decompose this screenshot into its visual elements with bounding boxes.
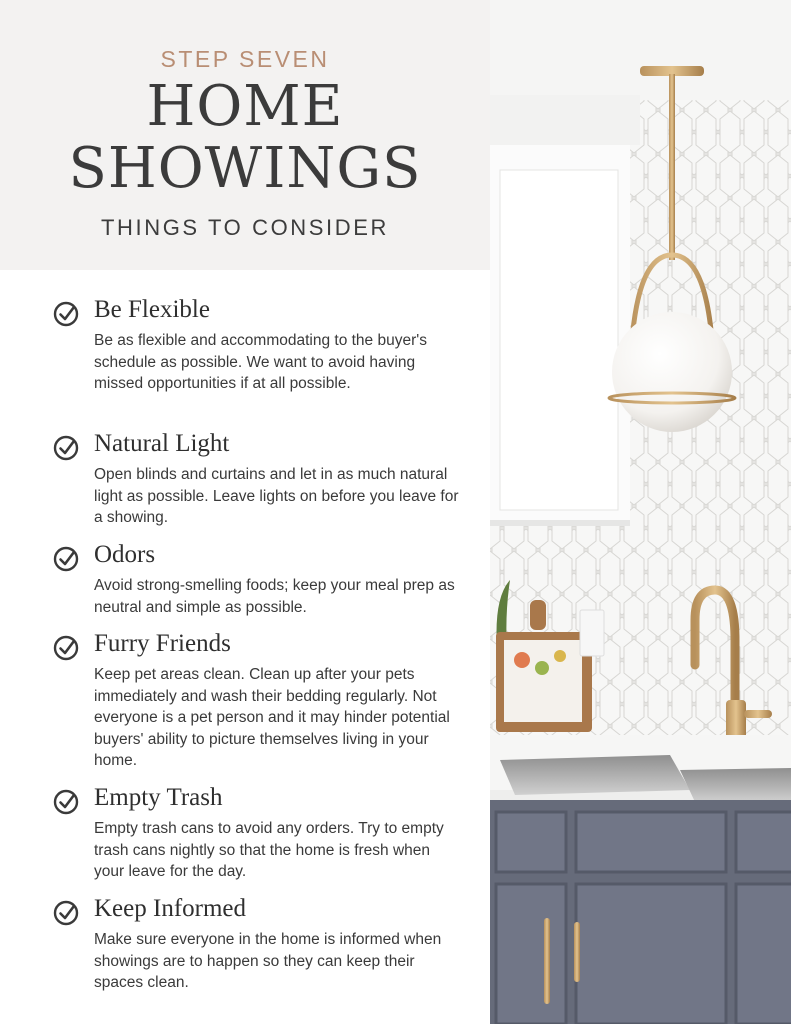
tip-title: Natural Light — [94, 430, 230, 457]
kitchen-photo — [490, 0, 791, 1024]
check-circle-icon — [53, 301, 79, 327]
check-circle-icon — [53, 435, 79, 461]
check-circle-icon — [53, 789, 79, 815]
tip-title: Furry Friends — [94, 630, 231, 657]
tip-body: Make sure everyone in the home is informed when showings are to happen so they can keep their spaces clean. — [94, 931, 442, 991]
title-line-2: SHOWINGS — [68, 136, 422, 201]
tip-body: Keep pet areas clean. Clean up after your pets immediately and wash their bedding regularly. Not everyone is a pet person and it may hinder potential buyers' ability to picture themselves living in your home. — [94, 666, 450, 769]
tip-title: Odors — [94, 541, 156, 568]
check-circle-icon — [53, 900, 79, 926]
tip-title: Empty Trash — [94, 784, 223, 811]
page-title — [0, 76, 490, 200]
tip-body: Empty trash cans to avoid any orders. Try to empty trash cans nightly so that the home is fresh when your leave for the day. — [94, 820, 444, 880]
check-circle-icon — [53, 635, 79, 661]
header-panel — [0, 0, 490, 270]
tip-title: Be Flexible — [94, 296, 210, 323]
tip-title: Keep Informed — [94, 895, 247, 922]
page-subtitle: THINGS TO CONSIDER — [100, 215, 390, 240]
title-line-1: HOME — [146, 74, 344, 139]
tip-body: Avoid strong-smelling foods; keep your meal prep as neutral and simple as possible. — [94, 577, 455, 616]
step-label: STEP SEVEN — [160, 46, 330, 72]
check-circle-icon — [53, 546, 79, 572]
tip-body: Open blinds and curtains and let in as much natural light as possible. Leave lights on before you leave for a showing. — [94, 466, 459, 526]
tip-body: Be as flexible and accommodating to the buyer's schedule as possible. We want to avoid having missed opportunities if at all possible. — [94, 332, 427, 392]
kitchen-illustration — [490, 0, 791, 1024]
